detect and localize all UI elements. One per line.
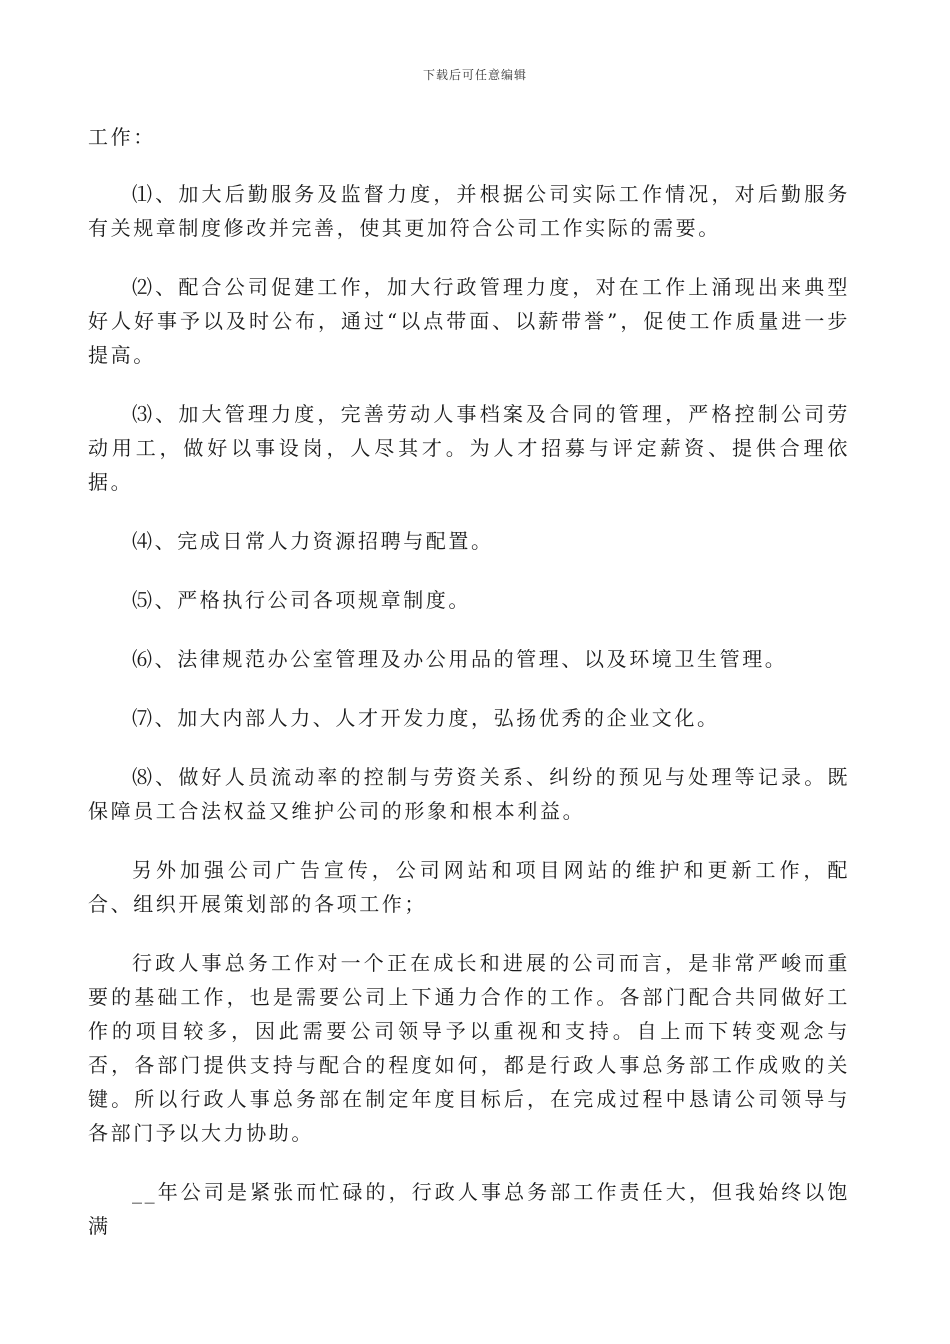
- paragraph-promotion: 另外加强公司广告宣传，公司网站和项目网站的维护和更新工作，配合、组织开展策划部的各项工作；: [88, 858, 850, 916]
- paragraph-item-6: ⑹、法律规范办公室管理及办公用品的管理、以及环境卫生管理。: [132, 647, 788, 671]
- paragraph-item-4: ⑷、完成日常人力资源招聘与配置。: [132, 529, 494, 553]
- paragraph-heading: 工作：: [88, 125, 156, 149]
- document-body: [88, 120, 850, 1268]
- paragraph-item-1: ⑴、加大后勤服务及监督力度，并根据公司实际工作情况，对后勤服务有关规章制度修改并完善，使其更加符合公司工作实际的需要。: [88, 182, 850, 240]
- paragraph-item-2: ⑵、配合公司促建工作，加大行政管理力度，对在工作上涌现出来典型好人好事予以及时公布，通过“以点带面、以薪带誉”，促使工作质量进一步提高。: [88, 275, 850, 367]
- paragraph-closing: __年公司是紧张而忙碌的，行政人事总务部工作责任大，但我始终以饱满: [88, 1180, 850, 1238]
- paragraph-item-5: ⑸、严格执行公司各项规章制度。: [132, 588, 471, 612]
- paragraph-summary: 行政人事总务工作对一个正在成长和进展的公司而言，是非常严峻而重要的基础工作，也是需要公司上下通力合作的工作。各部门配合共同做好工作的项目较多，因此需要公司领导予以重视和支持。自上而下转变观念与否，各部门提供支持与配合的程度如何，都是行政人事总务部工作成败的关键。所以行政人事总务部在制定年度目标后，在完成过程中恳请公司领导与各部门予以大力协助。: [88, 951, 850, 1145]
- page-header: 下载后可任意编辑: [422, 68, 527, 82]
- paragraph-item-7: ⑺、加大内部人力、人才开发力度，弘扬优秀的企业文化。: [132, 706, 720, 730]
- paragraph-item-8: ⑻、做好人员流动率的控制与劳资关系、纠纷的预见与处理等记录。既保障员工合法权益又维护公司的形象和根本利益。: [88, 765, 850, 823]
- paragraph-item-3: ⑶、加大管理力度，完善劳动人事档案及合同的管理，严格控制公司劳动用工，做好以事设岗，人尽其才。为人才招募与评定薪资、提供合理依据。: [88, 402, 850, 494]
